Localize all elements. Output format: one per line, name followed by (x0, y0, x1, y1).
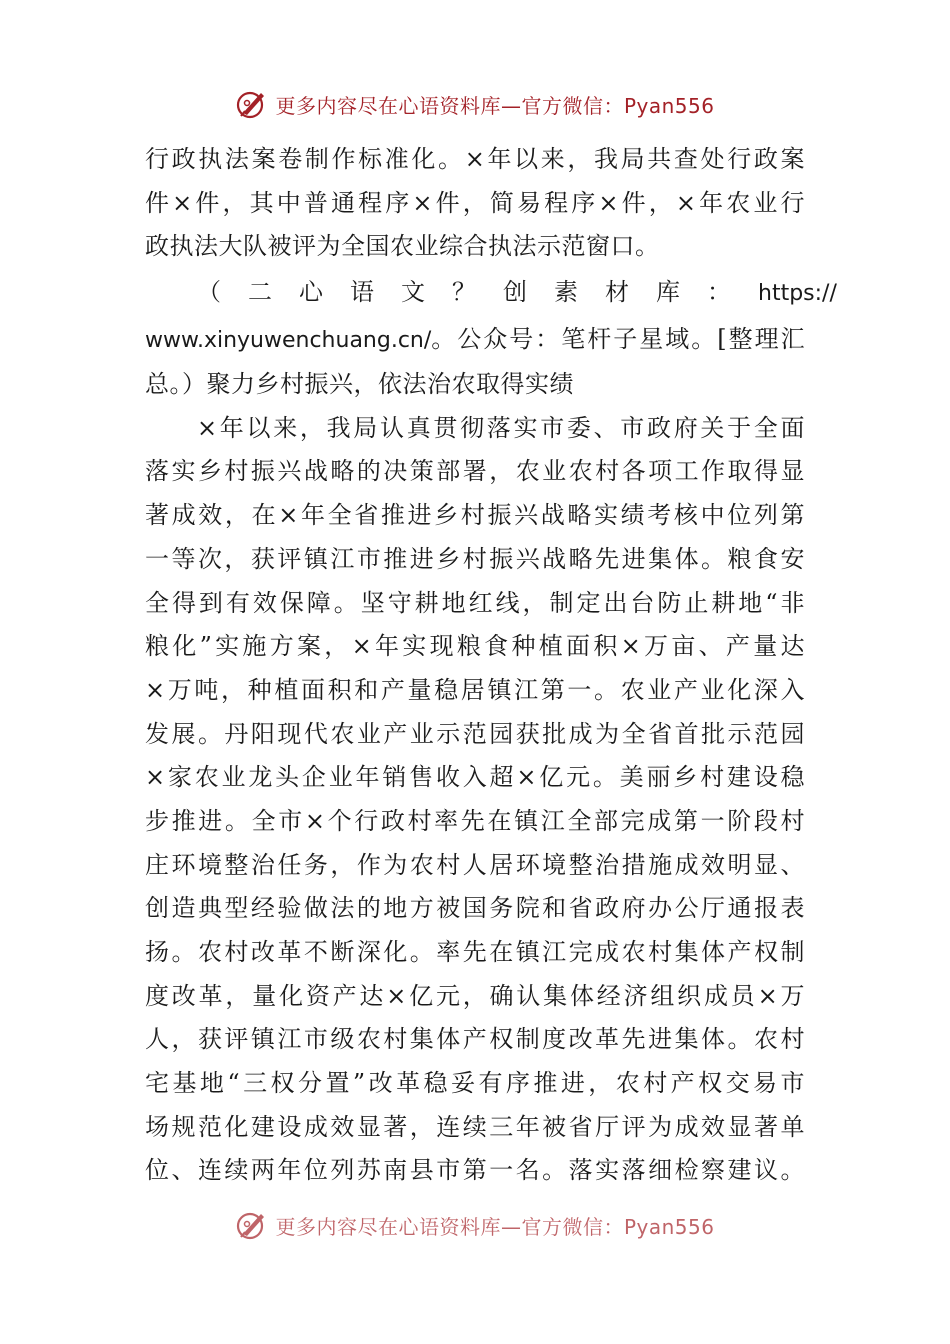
text-line: 著成效，在×年全省推进乡村振兴战略实绩考核中位列第 (145, 501, 805, 530)
wechat-note: 。公众号：笔杆子星域。[整理汇 (431, 325, 807, 354)
text-line: 扬。农村改革不断深化。率先在镇江完成农村集体产权制 (145, 938, 805, 966)
text-line: ×年以来，我局认真贯彻落实市委、市政府关于全面 (197, 413, 805, 442)
text-line: ×家农业龙头企业年销售收入超×亿元。美丽乡村建设稳 (145, 763, 805, 792)
text-line (145, 316, 805, 363)
text-line: 发展。丹阳现代农业产业示范园获批成为全省首批示范园 (145, 719, 805, 748)
text-line: 行政执法案卷制作标准化。×年以来，我局共查处行政案 (145, 145, 805, 173)
text-line (145, 269, 837, 316)
section-heading: 总。）聚力乡村振兴，依法治农取得实绩 (145, 370, 574, 399)
text-line: ×万吨，种植面积和产量稳居镇江第一。农业产业化深入 (145, 675, 805, 704)
url-link-part[interactable]: https:// (758, 281, 837, 307)
footer-banner-text: 更多内容尽在心语资料库—官方微信：Pyan556 (275, 1214, 715, 1239)
text-line: 政执法大队被评为全国农业综合执法示范窗口。 (145, 232, 660, 261)
quill-pen-icon (235, 1208, 269, 1242)
url-link[interactable]: www.xinyuwenchuang.cn/ (145, 328, 432, 354)
text-line: 人，获评镇江市级农村集体产权制度改革先进集体。农村 (145, 1025, 805, 1054)
header-banner-text: 更多内容尽在心语资料库—官方微信：Pyan556 (275, 93, 715, 118)
document-body (145, 138, 837, 1193)
heading-prefix: （二心语文？创素材库： (197, 278, 758, 307)
text-line: 庄环境整治任务，作为农村人居环境整治措施成效明显、 (145, 850, 805, 879)
text-line: 步推进。全市×个行政村率先在镇江全部完成第一阶段村 (145, 806, 805, 835)
text-line: 位、连续两年位列苏南县市第一名。落实落细检察建议。 (145, 1156, 805, 1185)
text-line: 创造典型经验做法的地方被国务院和省政府办公厅通报表 (145, 894, 805, 923)
text-line: 粮化”实施方案，×年实现粮食种植面积×万亩、产量达 (145, 632, 805, 661)
page-header-banner (0, 84, 950, 124)
text-line: 宅基地“三权分置”改革稳妥有序推进，农村产权交易市 (145, 1069, 805, 1098)
text-line: 度改革，量化资产达×亿元，确认集体经济组织成员×万 (145, 981, 805, 1010)
text-line: 场规范化建设成效显著，连续三年被省厅评为成效显著单 (145, 1112, 805, 1141)
page-footer-banner (0, 1205, 950, 1245)
text-line: 件×件，其中普通程序×件，简易程序×件，×年农业行 (145, 188, 805, 217)
text-line: 一等次，获评镇江市推进乡村振兴战略先进集体。粮食安 (145, 544, 805, 573)
quill-pen-icon (235, 87, 269, 121)
text-line: 落实乡村振兴战略的决策部署，农业农村各项工作取得显 (145, 457, 805, 486)
text-line: 全得到有效保障。坚守耕地红线，制定出台防止耕地“非 (145, 588, 805, 617)
